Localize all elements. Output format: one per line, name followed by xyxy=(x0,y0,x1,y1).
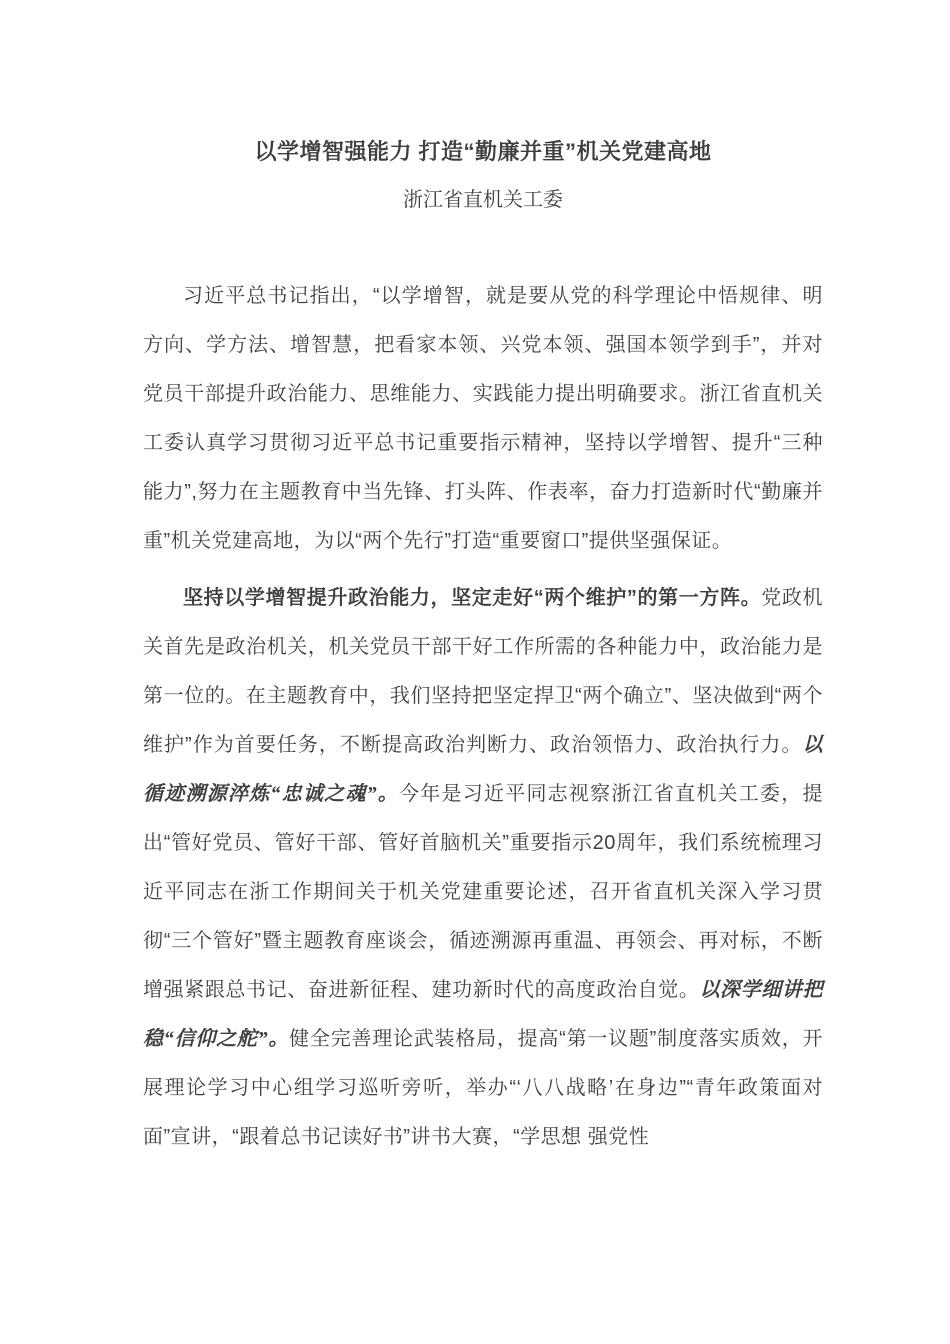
text-run: 党政机关首先是政治机关，机关党员干部干好工作所需的各种能力中，政治能力是第一位的。在主题教育中，我们坚持把坚定捍卫“两个确立”、坚决做到“两个维护”作为首要任务，不断提高政治判断力、政治领悟力、政治执行力。 xyxy=(143,587,824,756)
text-run: 健全完善理论武装格局，提高“第一议题”制度落实质效，开展理论学习中心组学习巡听旁听，举办“‘八八战略’在身边”“青年政策面对面”宣讲，“跟着总书记读好书”讲书大赛，“学思想 强党性 xyxy=(143,1028,824,1148)
text-run: 今年是习近平同志视察浙江省直机关工委，提出“管好党员、管好干部、管好首脑机关”重要指示20周年，我们系统梳理习近平同志在浙工作期间关于机关党建重要论述，召开省直机关深入学习贯彻“三个管好”暨主题教育座谈会，循迹溯源再重温、再领会、再对标，不断增强紧跟总书记、奋进新征程、建功新时代的高度政治自觉。 xyxy=(143,783,823,1001)
document-body xyxy=(143,272,823,1162)
paragraph xyxy=(143,272,823,566)
paragraph xyxy=(143,574,823,1162)
document-title: 以学增智强能力 打造“勤廉并重”机关党建高地 xyxy=(254,139,712,164)
text-run: 以循迹溯源淬炼“忠诚之魂”。 xyxy=(143,734,823,805)
text-run: 习近平总书记指出，“以学增智，就是要从党的科学理论中悟规律、明方向、学方法、增智慧，把看家本领、兴党本领、强国本领学到手”，并对党员干部提升政治能力、思维能力、实践能力提出明确要求。浙江省直机关工委认真学习贯彻习近平总书记重要指示精神，坚持以学增智、提升“三种能力”,努力在主题教育中当先锋、打头阵、作表率，奋力打造新时代“勤廉并重”机关党建高地，为以“两个先行”打造“重要窗口”提供坚强保证。 xyxy=(143,285,823,552)
document-author: 浙江省直机关工委 xyxy=(403,189,563,211)
text-run: 坚持以学增智提升政治能力，坚定走好“两个维护”的第一方阵。 xyxy=(183,587,762,609)
text-run: 以深学细讲把稳“信仰之舵”。 xyxy=(143,979,823,1050)
